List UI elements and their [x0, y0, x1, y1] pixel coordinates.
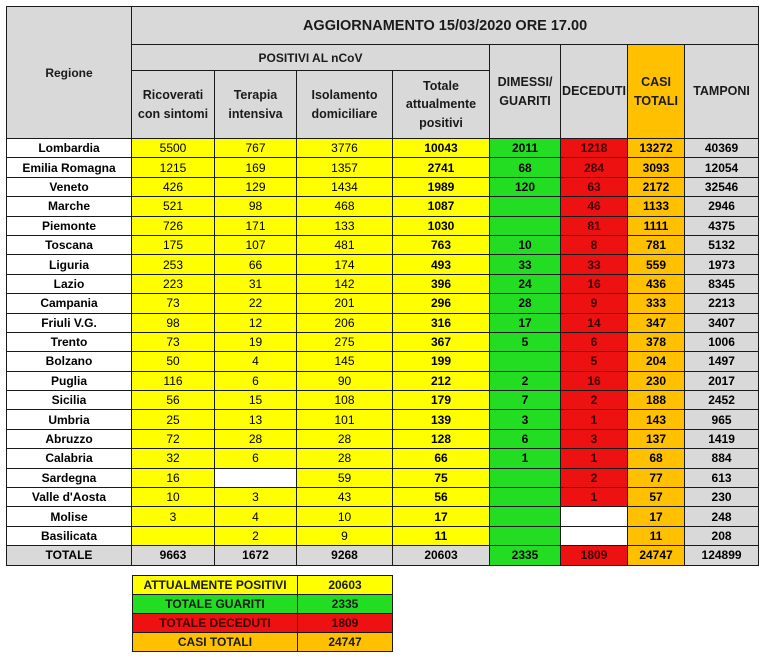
cell-hospitalized: 73 [132, 332, 215, 351]
cell-home-isolation: 90 [297, 371, 393, 390]
cell-intensive-care: 6 [215, 371, 297, 390]
cell-recovered [490, 468, 561, 487]
cell-home-isolation: 1357 [297, 158, 393, 177]
total-total-positive: 20603 [393, 546, 490, 565]
cell-hospitalized: 726 [132, 216, 215, 235]
cell-home-isolation: 10 [297, 507, 393, 526]
cell-region: Lazio [7, 274, 132, 293]
cell-region: Lombardia [7, 139, 132, 158]
cell-deaths: 63 [561, 177, 628, 196]
summary-label: TOTALE DECEDUTI [133, 614, 298, 633]
cell-home-isolation: 275 [297, 332, 393, 351]
cell-recovered: 2011 [490, 139, 561, 158]
cell-total-positive: 56 [393, 488, 490, 507]
table-row [7, 158, 759, 177]
cell-intensive-care: 107 [215, 235, 297, 254]
cell-intensive-care: 171 [215, 216, 297, 235]
cell-recovered [490, 216, 561, 235]
table-row [7, 274, 759, 293]
cell-tests: 208 [685, 526, 759, 545]
cell-tests: 2017 [685, 371, 759, 390]
cell-total-cases: 378 [628, 332, 685, 351]
cell-total-positive: 11 [393, 526, 490, 545]
cell-region: Abruzzo [7, 429, 132, 448]
cell-total-cases: 3093 [628, 158, 685, 177]
cell-recovered [490, 197, 561, 216]
cell-deaths: 1218 [561, 139, 628, 158]
cell-hospitalized: 98 [132, 313, 215, 332]
cell-intensive-care: 4 [215, 507, 297, 526]
cell-deaths: 1 [561, 410, 628, 429]
cell-total-positive: 1087 [393, 197, 490, 216]
cell-total-positive: 2741 [393, 158, 490, 177]
cell-total-cases: 781 [628, 235, 685, 254]
summary-table [132, 575, 393, 652]
table-row [7, 313, 759, 332]
cell-deaths: 14 [561, 313, 628, 332]
cell-total-cases: 230 [628, 371, 685, 390]
cell-total-positive: 199 [393, 352, 490, 371]
header-intensive-care: Terapia intensiva [215, 71, 297, 139]
table-row [7, 139, 759, 158]
cell-hospitalized: 3 [132, 507, 215, 526]
cell-recovered: 10 [490, 235, 561, 254]
cell-recovered: 3 [490, 410, 561, 429]
cell-region: Umbria [7, 410, 132, 429]
cell-total-cases: 11 [628, 526, 685, 545]
cell-deaths: 3 [561, 429, 628, 448]
cell-recovered: 24 [490, 274, 561, 293]
cell-hospitalized: 223 [132, 274, 215, 293]
summary-row [133, 576, 393, 595]
table-row [7, 216, 759, 235]
header-deaths: DECEDUTI [561, 45, 628, 139]
cell-deaths [561, 526, 628, 545]
cell-tests: 248 [685, 507, 759, 526]
cell-home-isolation: 101 [297, 410, 393, 429]
cell-region: Trento [7, 332, 132, 351]
cell-home-isolation: 145 [297, 352, 393, 371]
table-row [7, 468, 759, 487]
cell-deaths: 2 [561, 468, 628, 487]
total-tests: 124899 [685, 546, 759, 565]
cell-total-positive: 212 [393, 371, 490, 390]
cell-intensive-care: 15 [215, 391, 297, 410]
cell-hospitalized: 73 [132, 294, 215, 313]
header-total-cases: CASI TOTALI [628, 45, 685, 139]
summary-row [133, 595, 393, 614]
cell-total-cases: 347 [628, 313, 685, 332]
table-row [7, 371, 759, 390]
cell-deaths: 1 [561, 488, 628, 507]
cell-total-positive: 763 [393, 235, 490, 254]
cell-recovered: 7 [490, 391, 561, 410]
cell-region: Emilia Romagna [7, 158, 132, 177]
cell-deaths: 2 [561, 391, 628, 410]
cell-total-positive: 1030 [393, 216, 490, 235]
table-row [7, 332, 759, 351]
cell-hospitalized: 426 [132, 177, 215, 196]
summary-row [133, 633, 393, 652]
cell-tests: 4375 [685, 216, 759, 235]
cell-intensive-care: 169 [215, 158, 297, 177]
summary-row [133, 614, 393, 633]
summary-value: 1809 [298, 614, 393, 633]
cell-total-positive: 66 [393, 449, 490, 468]
cell-region: Sicilia [7, 391, 132, 410]
cell-intensive-care: 28 [215, 429, 297, 448]
cell-tests: 1973 [685, 255, 759, 274]
update-title: AGGIORNAMENTO 15/03/2020 ORE 17.00 [132, 7, 759, 45]
cell-total-cases: 1111 [628, 216, 685, 235]
cell-total-cases: 188 [628, 391, 685, 410]
cell-home-isolation: 201 [297, 294, 393, 313]
cell-intensive-care: 6 [215, 449, 297, 468]
header-positive-group: POSITIVI AL nCoV [132, 45, 490, 71]
cell-hospitalized: 32 [132, 449, 215, 468]
cell-recovered: 6 [490, 429, 561, 448]
cell-region: Basilicata [7, 526, 132, 545]
cell-hospitalized: 10 [132, 488, 215, 507]
cell-total-positive: 396 [393, 274, 490, 293]
cell-tests: 2452 [685, 391, 759, 410]
cell-region: Toscana [7, 235, 132, 254]
cell-home-isolation: 28 [297, 449, 393, 468]
table-row [7, 526, 759, 545]
cell-intensive-care: 13 [215, 410, 297, 429]
cell-total-cases: 333 [628, 294, 685, 313]
table-row [7, 391, 759, 410]
cell-tests: 1006 [685, 332, 759, 351]
cell-home-isolation: 59 [297, 468, 393, 487]
cell-total-positive: 75 [393, 468, 490, 487]
cell-home-isolation: 28 [297, 429, 393, 448]
header-tests: TAMPONI [685, 45, 759, 139]
cell-recovered: 68 [490, 158, 561, 177]
summary-value: 24747 [298, 633, 393, 652]
cell-home-isolation: 481 [297, 235, 393, 254]
table-row [7, 352, 759, 371]
cell-intensive-care: 19 [215, 332, 297, 351]
cell-total-positive: 17 [393, 507, 490, 526]
cell-deaths: 33 [561, 255, 628, 274]
table-row [7, 177, 759, 196]
cell-tests: 40369 [685, 139, 759, 158]
cell-recovered: 33 [490, 255, 561, 274]
cell-home-isolation: 133 [297, 216, 393, 235]
cell-hospitalized: 1215 [132, 158, 215, 177]
cell-total-positive: 296 [393, 294, 490, 313]
cell-tests: 965 [685, 410, 759, 429]
cell-tests: 230 [685, 488, 759, 507]
cell-region: Molise [7, 507, 132, 526]
cell-recovered: 28 [490, 294, 561, 313]
summary-value: 20603 [298, 576, 393, 595]
cell-intensive-care: 4 [215, 352, 297, 371]
cell-deaths: 8 [561, 235, 628, 254]
cell-hospitalized: 116 [132, 371, 215, 390]
summary-label: TOTALE GUARITI [133, 595, 298, 614]
cell-tests: 3407 [685, 313, 759, 332]
cell-tests: 1419 [685, 429, 759, 448]
table-row [7, 410, 759, 429]
cell-deaths: 1 [561, 449, 628, 468]
cell-home-isolation: 43 [297, 488, 393, 507]
cell-home-isolation: 9 [297, 526, 393, 545]
table-row [7, 488, 759, 507]
header-total-positive: Totale attualmente positivi [393, 71, 490, 139]
header-region: Regione [7, 7, 132, 139]
cell-region: Liguria [7, 255, 132, 274]
cell-home-isolation: 206 [297, 313, 393, 332]
cell-region: Sardegna [7, 468, 132, 487]
cell-hospitalized: 50 [132, 352, 215, 371]
header-recovered: DIMESSI/ GUARITI [490, 45, 561, 139]
total-deaths: 1809 [561, 546, 628, 565]
header-hospitalized: Ricoverati con sintomi [132, 71, 215, 139]
cell-region: Puglia [7, 371, 132, 390]
cell-deaths: 16 [561, 274, 628, 293]
cell-intensive-care: 98 [215, 197, 297, 216]
cell-recovered [490, 507, 561, 526]
cell-total-positive: 179 [393, 391, 490, 410]
cell-home-isolation: 1434 [297, 177, 393, 196]
cell-recovered: 2 [490, 371, 561, 390]
cell-tests: 8345 [685, 274, 759, 293]
table-row [7, 429, 759, 448]
cell-total-cases: 13272 [628, 139, 685, 158]
cell-tests: 2213 [685, 294, 759, 313]
cell-total-cases: 436 [628, 274, 685, 293]
cell-total-cases: 17 [628, 507, 685, 526]
cell-recovered [490, 526, 561, 545]
cell-hospitalized: 175 [132, 235, 215, 254]
cell-intensive-care: 31 [215, 274, 297, 293]
cell-hospitalized: 56 [132, 391, 215, 410]
cell-recovered: 17 [490, 313, 561, 332]
cell-hospitalized: 16 [132, 468, 215, 487]
cell-deaths: 6 [561, 332, 628, 351]
cell-total-positive: 10043 [393, 139, 490, 158]
cell-region: Piemonte [7, 216, 132, 235]
summary-label: ATTUALMENTE POSITIVI [133, 576, 298, 595]
cell-region: Marche [7, 197, 132, 216]
table-row [7, 294, 759, 313]
cell-tests: 12054 [685, 158, 759, 177]
cell-region: Valle d'Aosta [7, 488, 132, 507]
cell-deaths: 284 [561, 158, 628, 177]
cell-tests: 32546 [685, 177, 759, 196]
cell-hospitalized: 25 [132, 410, 215, 429]
cell-hospitalized [132, 526, 215, 545]
cell-intensive-care: 129 [215, 177, 297, 196]
cell-region: Calabria [7, 449, 132, 468]
totals-row [7, 546, 759, 565]
cell-intensive-care [215, 468, 297, 487]
total-region: TOTALE [7, 546, 132, 565]
cell-total-cases: 137 [628, 429, 685, 448]
total-home-isolation: 9268 [297, 546, 393, 565]
cell-home-isolation: 468 [297, 197, 393, 216]
cell-total-positive: 139 [393, 410, 490, 429]
cell-recovered [490, 488, 561, 507]
total-total-cases: 24747 [628, 546, 685, 565]
cell-hospitalized: 72 [132, 429, 215, 448]
cell-tests: 884 [685, 449, 759, 468]
cell-total-cases: 204 [628, 352, 685, 371]
cell-intensive-care: 2 [215, 526, 297, 545]
cell-home-isolation: 108 [297, 391, 393, 410]
table-row [7, 235, 759, 254]
cell-tests: 613 [685, 468, 759, 487]
cell-deaths [561, 507, 628, 526]
cell-total-cases: 77 [628, 468, 685, 487]
covid-regional-table [6, 6, 759, 566]
table-row [7, 449, 759, 468]
cell-intensive-care: 22 [215, 294, 297, 313]
cell-intensive-care: 66 [215, 255, 297, 274]
cell-intensive-care: 767 [215, 139, 297, 158]
table-row [7, 255, 759, 274]
cell-region: Veneto [7, 177, 132, 196]
total-recovered: 2335 [490, 546, 561, 565]
cell-home-isolation: 142 [297, 274, 393, 293]
cell-total-positive: 316 [393, 313, 490, 332]
cell-deaths: 9 [561, 294, 628, 313]
cell-region: Friuli V.G. [7, 313, 132, 332]
cell-deaths: 5 [561, 352, 628, 371]
cell-tests: 1497 [685, 352, 759, 371]
cell-region: Campania [7, 294, 132, 313]
cell-total-cases: 559 [628, 255, 685, 274]
cell-total-positive: 1989 [393, 177, 490, 196]
cell-recovered: 1 [490, 449, 561, 468]
total-intensive-care: 1672 [215, 546, 297, 565]
cell-recovered: 5 [490, 332, 561, 351]
cell-total-cases: 1133 [628, 197, 685, 216]
cell-intensive-care: 12 [215, 313, 297, 332]
cell-deaths: 46 [561, 197, 628, 216]
summary-label: CASI TOTALI [133, 633, 298, 652]
cell-total-cases: 2172 [628, 177, 685, 196]
cell-home-isolation: 174 [297, 255, 393, 274]
cell-hospitalized: 5500 [132, 139, 215, 158]
cell-home-isolation: 3776 [297, 139, 393, 158]
summary-value: 2335 [298, 595, 393, 614]
cell-hospitalized: 521 [132, 197, 215, 216]
header-home-isolation: Isolamento domiciliare [297, 71, 393, 139]
cell-intensive-care: 3 [215, 488, 297, 507]
cell-total-cases: 68 [628, 449, 685, 468]
cell-deaths: 81 [561, 216, 628, 235]
cell-total-positive: 367 [393, 332, 490, 351]
cell-total-cases: 143 [628, 410, 685, 429]
cell-total-positive: 493 [393, 255, 490, 274]
cell-deaths: 16 [561, 371, 628, 390]
cell-recovered [490, 352, 561, 371]
cell-total-positive: 128 [393, 429, 490, 448]
cell-hospitalized: 253 [132, 255, 215, 274]
cell-recovered: 120 [490, 177, 561, 196]
cell-region: Bolzano [7, 352, 132, 371]
total-hospitalized: 9663 [132, 546, 215, 565]
table-row [7, 507, 759, 526]
table-row [7, 197, 759, 216]
cell-tests: 5132 [685, 235, 759, 254]
cell-tests: 2946 [685, 197, 759, 216]
cell-total-cases: 57 [628, 488, 685, 507]
